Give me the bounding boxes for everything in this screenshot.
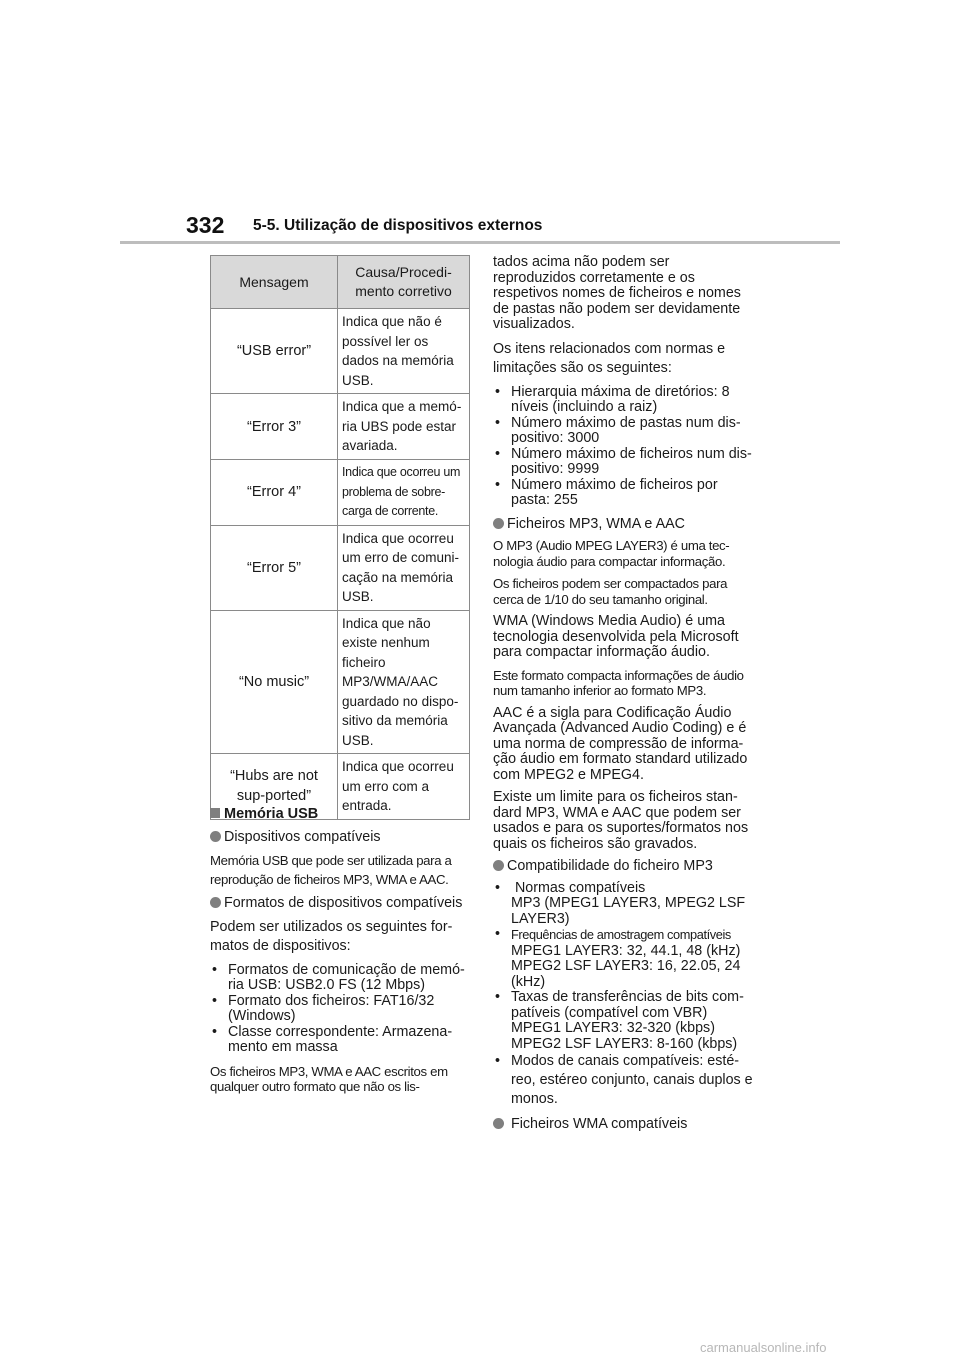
list-item-body: MPEG1 LAYER3: 32, 44.1, 48 (kHz) MPEG2 LSF LAYER3: 16, 22.05, 24 (kHz) bbox=[511, 942, 741, 990]
list-item: • Número máximo de ficheiros por pasta: 255 bbox=[493, 478, 755, 509]
circle-bullet-icon bbox=[493, 518, 504, 529]
compress-text: Os ficheiros podem ser compactados para cerca de 1/10 do seu tamanho original. bbox=[493, 576, 728, 607]
usb-memory-heading bbox=[210, 807, 472, 823]
table-row bbox=[211, 394, 470, 460]
compatible-formats-heading-label: Formatos de dispositivos compatíveis bbox=[224, 895, 463, 911]
table-row bbox=[211, 610, 470, 754]
files-heading-label: Ficheiros MP3, WMA e AAC bbox=[507, 515, 685, 532]
formats-list bbox=[210, 963, 472, 1056]
left-column bbox=[210, 807, 472, 1102]
limit-text: Existe um limite para os ficheiros stan-dard MP3, WMA e AAC que podem ser usados e para os suportes/formatos nos quais os ficheiros são gravados. bbox=[493, 789, 749, 852]
square-bullet-icon bbox=[210, 808, 220, 818]
list-item-head: Taxas de transferências de bits com-patíveis (compatível com VBR) bbox=[511, 989, 744, 1021]
table-cell-cause: Indica que não é possível ler os dados na memória USB. bbox=[338, 309, 470, 394]
files-heading bbox=[493, 517, 755, 533]
page-number: 332 bbox=[186, 212, 225, 238]
list-item bbox=[493, 1052, 755, 1109]
wma-compat-heading bbox=[493, 1117, 755, 1133]
table-cell-cause: Indica que ocorreu um problema de sobre-carga de corrente. bbox=[338, 460, 470, 526]
list-item bbox=[493, 927, 755, 990]
wma-text: WMA (Windows Media Audio) é uma tecnologia desenvolvida pela Microsoft para compactar informação áudio. bbox=[493, 613, 739, 660]
continued-text: tados acima não podem ser reproduzidos corretamente e os respetivos nomes de ficheiros e nomes de pastas não podem ser devidamente visualizados. bbox=[493, 254, 741, 332]
header-divider bbox=[120, 241, 840, 244]
list-item-head: Frequências de amostragem compatíveis bbox=[511, 927, 731, 942]
table-cell-message: “USB error” bbox=[211, 309, 338, 394]
compatible-devices-heading-label: Dispositivos compatíveis bbox=[224, 828, 381, 845]
circle-bullet-icon bbox=[493, 860, 504, 871]
watermark-text: carmanualsonline.info bbox=[700, 1340, 827, 1355]
table-cell-message: “Error 5” bbox=[211, 525, 338, 610]
message-table bbox=[210, 255, 470, 820]
list-item-body: MP3 (MPEG1 LAYER3, MPEG2 LSF LAYER3) bbox=[511, 895, 746, 927]
wma-compat-heading-label: Ficheiros WMA compatíveis bbox=[507, 1116, 688, 1132]
table-header-message: Mensagem bbox=[211, 256, 338, 309]
list-item: • Número máximo de ficheiros num dis-positivo: 9999 bbox=[493, 447, 755, 478]
usb-memory-heading-label: Memória USB bbox=[224, 806, 319, 822]
table-cell-message: “Error 3” bbox=[211, 394, 338, 460]
table-cell-cause: Indica que ocorreu um erro com a entrada. bbox=[338, 754, 470, 820]
list-item-head: Modos de canais compatíveis: esté-reo, estéreo conjunto, canais duplos e monos. bbox=[511, 1053, 753, 1107]
section-title: 5-5. Utilização de dispositivos externos bbox=[253, 217, 543, 234]
list-item: • Classe correspondente: Armazena-mento em massa bbox=[210, 1025, 472, 1056]
limits-list bbox=[493, 385, 755, 509]
compatible-formats-heading bbox=[210, 896, 472, 912]
table-cell-cause: Indica que a memó-ria UBS pode estar avariada. bbox=[338, 394, 470, 460]
compatible-devices-heading bbox=[210, 830, 472, 846]
mp3-compat-heading-label: Compatibilidade do ficheiro MP3 bbox=[507, 858, 713, 874]
table-cell-message: “Error 4” bbox=[211, 460, 338, 526]
table-header-cause bbox=[338, 256, 470, 309]
table-cell-cause: Indica que não existe nenhum ficheiro MP3/WMA/AAC guardado no dispo-sitivo da memória USB. bbox=[338, 610, 470, 754]
aac-text: AAC é a sigla para Codificação Áudio Avançada (Advanced Audio Coding) e é uma norma de compressão de informa-ção áudio em formato standard utilizado com MPEG2 e MPEG4. bbox=[493, 704, 748, 783]
mp3-compat-heading bbox=[493, 859, 755, 875]
circle-bullet-icon bbox=[493, 1118, 504, 1129]
list-item: • Número máximo de pastas num dis-positivo: 3000 bbox=[493, 416, 755, 447]
formats-intro: Podem ser utilizados os seguintes for-matos de dispositivos: bbox=[210, 918, 453, 954]
list-item bbox=[493, 990, 755, 1052]
circle-bullet-icon bbox=[210, 897, 221, 908]
other-formats-text: Os ficheiros MP3, WMA e AAC escritos em qualquer outro formato que não os lis- bbox=[210, 1063, 448, 1094]
mp3-text: O MP3 (Audio MPEG LAYER3) é uma tec-nologia áudio para compactar informação. bbox=[493, 538, 730, 569]
list-item: • Hierarquia máxima de diretórios: 8 níveis (incluindo a raiz) bbox=[493, 385, 755, 416]
table-cell-message: “Hubs are not sup-ported” bbox=[211, 754, 338, 820]
mp3-compat-list bbox=[493, 881, 755, 1110]
circle-bullet-icon bbox=[210, 831, 221, 842]
wma-format-text: Este formato compacta informações de áudio num tamanho inferior ao formato MP3. bbox=[493, 667, 744, 698]
list-item-body: MPEG1 LAYER3: 32-320 (kbps) MPEG2 LSF LAYER3: 8-160 (kbps) bbox=[511, 1020, 738, 1052]
table-header-row bbox=[211, 256, 470, 309]
list-item: • Formato dos ficheiros: FAT16/32 (Windows) bbox=[210, 994, 472, 1025]
right-column bbox=[493, 255, 755, 1139]
limits-intro: Os itens relacionados com normas e limitações são os seguintes: bbox=[493, 340, 726, 376]
table-header-cause-label: Causa/Procedi- mento corretivo bbox=[355, 264, 452, 299]
compatible-devices-text: Memória USB que pode ser utilizada para a reprodução de ficheiros MP3, WMA e AAC. bbox=[210, 853, 452, 887]
table-row bbox=[211, 460, 470, 526]
table-row bbox=[211, 525, 470, 610]
list-item-head: Normas compatíveis bbox=[511, 879, 646, 896]
table-row bbox=[211, 309, 470, 394]
list-item bbox=[493, 881, 755, 928]
list-item: • Formatos de comunicação de memó-ria USB: USB2.0 FS (12 Mbps) bbox=[210, 963, 472, 994]
table-cell-message: “No music” bbox=[211, 610, 338, 754]
table-cell-cause: Indica que ocorreu um erro de comuni-cação na memória USB. bbox=[338, 525, 470, 610]
